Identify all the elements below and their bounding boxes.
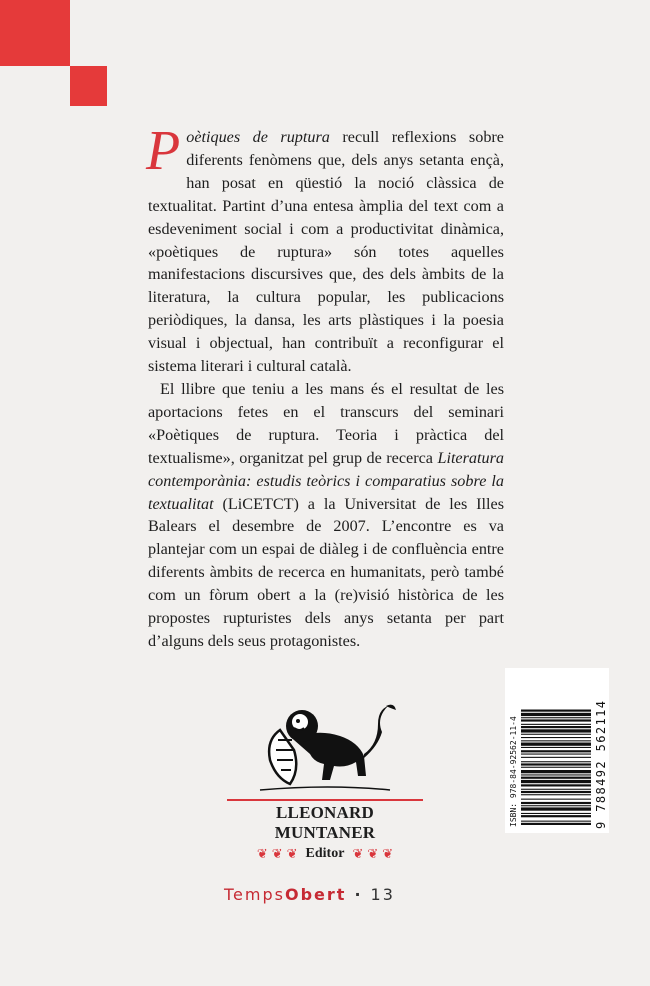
red-square-large — [0, 0, 70, 66]
red-square-small — [70, 66, 107, 106]
logo-red-rule — [227, 799, 423, 801]
series-name — [224, 885, 395, 904]
fleuron-icon: ❦ — [256, 846, 268, 861]
paragraph-2 — [148, 378, 504, 653]
book-title-italic: oètiques de ruptura — [186, 128, 330, 146]
lion-emblem-icon — [250, 700, 400, 792]
isbn-barcode — [505, 668, 609, 833]
fleuron-icon: ❦ — [286, 846, 298, 861]
fleuron-icon: ❦ — [352, 846, 364, 861]
publisher-logo — [225, 700, 425, 862]
series-name-part1: Temps — [224, 885, 285, 904]
series-number: 13 — [370, 885, 395, 904]
paragraph-2-text-a: El llibre que teniu a les mans és el resultat de les aportacions fetes en el transcurs del seminari «Poètiques de ruptura. Teoria i pràctica del textualisme», organitzat pel grup de recerca — [148, 379, 504, 467]
barcode-digits: 9 788492 562114 — [594, 699, 608, 829]
paragraph-1-text: recull reflexions sobre diferents fenòmens que, dels anys setanta ençà, han posat en qüestió la noció clàssica de textualitat. Partint d’una entesa àmplia del text com a esdeveniment social i com a productivitat dinàmica, «poètiques de ruptura» són totes aquelles manifestacions discursives que, des dels àmbits de la literatura, la cultura popular, les publicacions periòdiques, la dansa, les arts plàstiques i la poesia visual i objectual, han contribuït a reconfigurar el sistema literari i cultural català. — [148, 128, 504, 376]
fleuron-icon: ❦ — [271, 846, 283, 861]
paragraph-2-text-b: (LiCETCT) a la Universitat de les Illes Balears el desembre de 2007. L’encontre es va plantejar com un espai de diàleg i de confluència entre diferents àmbits de recerca en humanitats, però també com un fòrum obert a la (re)visió històrica de les propostes rupturistes dels anys setanta per part d’alguns dels seus protagonistes. — [148, 494, 504, 650]
fleuron-icon: ❦ — [382, 846, 394, 861]
paragraph-1 — [146, 120, 504, 378]
isbn-label: ISBN: 978-84-92562-11-4 — [509, 716, 518, 827]
research-group-name: Literatura contemporània: estudis teòrics i comparatius sobre la textualitat — [148, 448, 504, 513]
publisher-subtitle: Editor — [305, 846, 345, 861]
series-separator: · — [354, 885, 363, 904]
drop-cap: P — [146, 120, 181, 182]
publisher-ornament-row — [225, 846, 425, 862]
publisher-name: LLEONARD MUNTANER — [274, 803, 376, 842]
fleuron-icon: ❦ — [367, 846, 379, 861]
series-name-part2: Obert — [284, 885, 347, 904]
back-cover-text — [146, 120, 504, 653]
